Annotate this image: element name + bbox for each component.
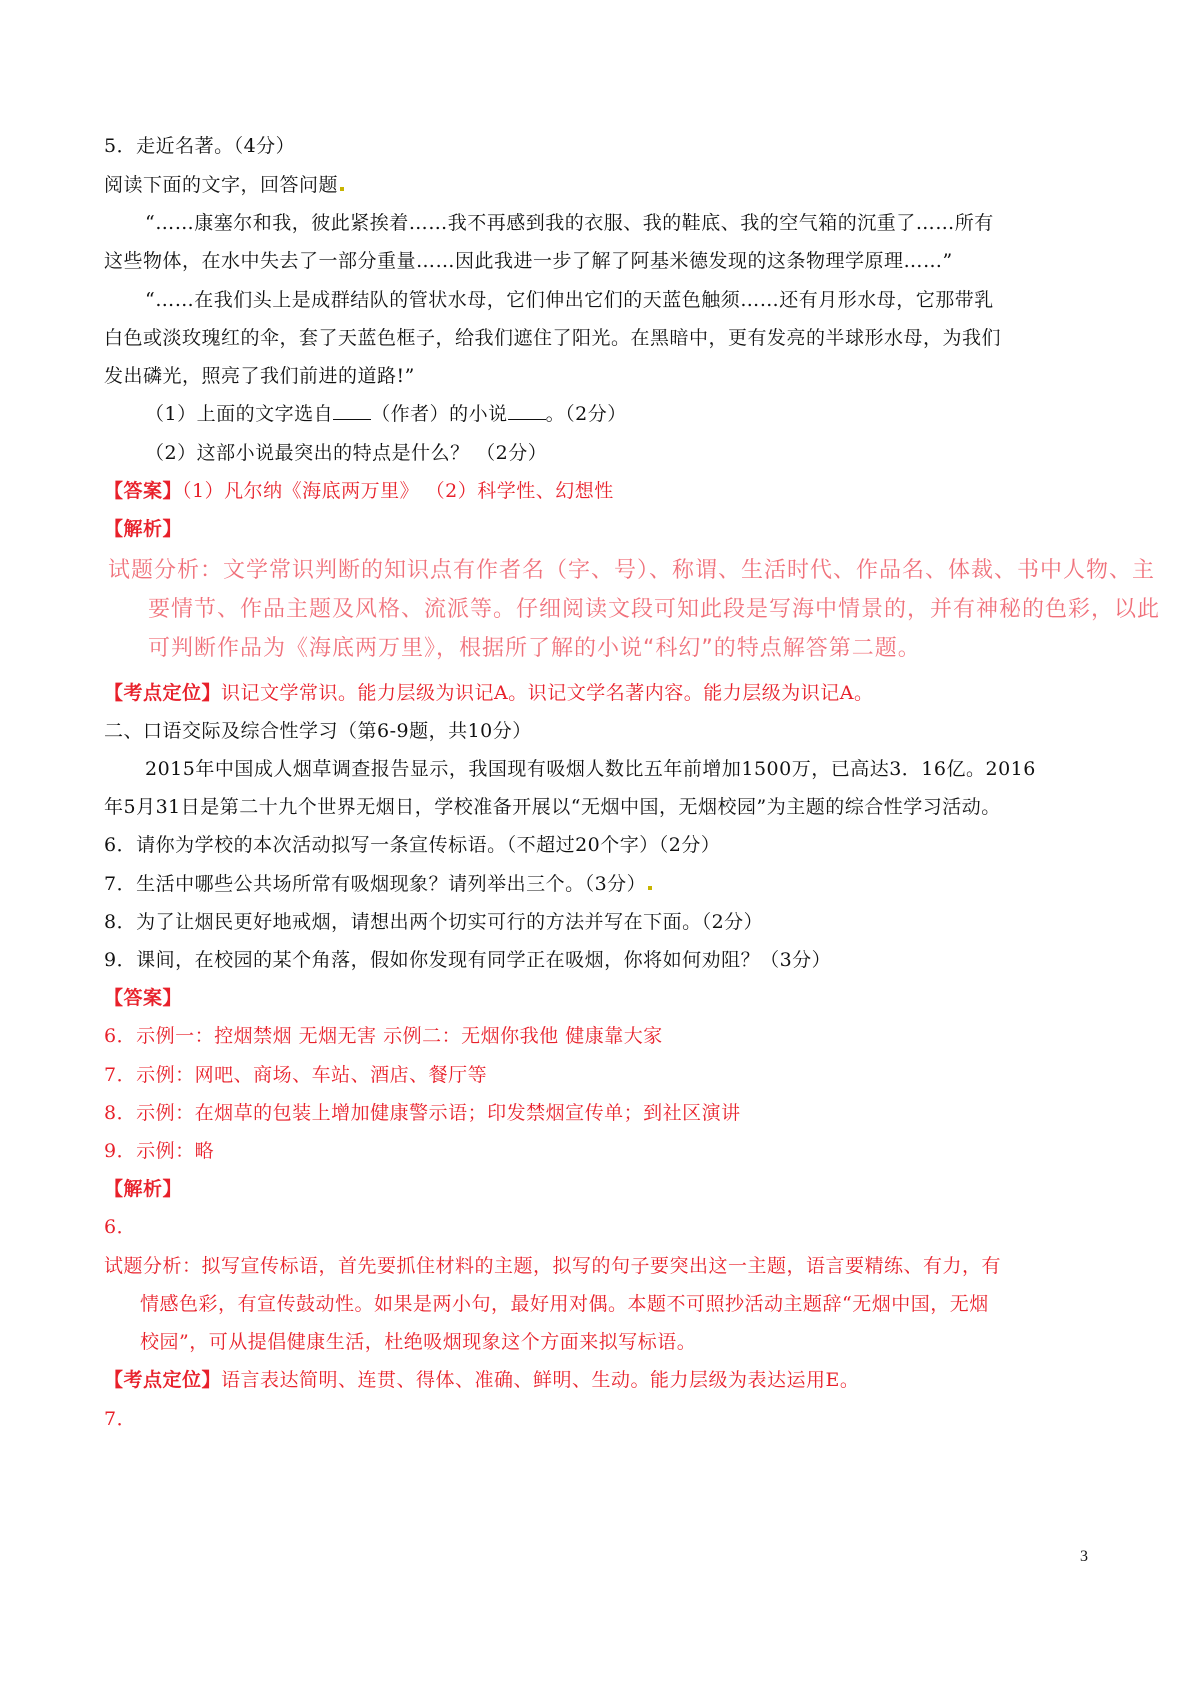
answer-9: 9．示例：略 [104,1140,215,1162]
passage1-line1: “……康塞尔和我，彼此紧挨着……我不再感到我的衣服、我的鞋底、我的空气箱的沉重了……所有 [145,212,994,234]
kaodian-label: 【考点定位】 [104,682,222,704]
passage2-line2: 白色或淡玫瑰红的伞，套了天蓝色框子，给我们遮住了阳光。在黑暗中，更有发亮的半球形水母，为我们 [104,327,1002,349]
passage1-line2: 这些物体，在水中失去了一部分重量……因此我进一步了解了阿基米德发现的这条物理学原理……” [104,250,953,272]
q5-answer: 【答案】（1）凡尔纳《海底两万里》 （2）科学性、幻想性 [104,480,614,502]
q5-analysis-line3: 可判断作品为《海底两万里》，根据所了解的小说“科幻”的特点解答第二题。 [148,636,921,661]
q5-kaodian: 【考点定位】识记文学常识。能力层级为识记A。识记文学名著内容。能力层级为识记A。 [104,682,874,704]
answer-6: 6．示例一：控烟禁烟 无烟无害 示例二：无烟你我他 健康靠大家 [104,1025,663,1047]
q6: 6．请你为学校的本次活动拟写一条宣传标语。（不超过20个字）（2分） [104,834,721,856]
q5-analysis-line1: 试题分析：文学常识判断的知识点有作者名（字、号）、称谓、生活时代、作品名、体裁、书中人物、主 [108,558,1156,583]
section2-title: 二、口语交际及综合性学习（第6-9题，共10分） [104,720,532,742]
answer-7: 7．示例：网吧、商场、车站、酒店、餐厅等 [104,1064,488,1086]
analysis6-line2: 情感色彩，有宣传鼓动性。如果是两小句，最好用对偶。本题不可照抄活动主题辞“无烟中国，无烟 [140,1293,989,1315]
section2-intro-line1: 2015年中国成人烟草调查报告显示，我国现有吸烟人数比五年前增加1500万，已高达3．16亿。2016 [145,758,1036,780]
section2-answer-label: 【答案】 [104,987,183,1009]
analysis6-line3: 校园”，可从提倡健康生活，杜绝吸烟现象这个方面来拟写标语。 [140,1331,697,1353]
dot-mark [648,886,652,890]
q5-title: 5．走近名著。（4分） [104,135,296,157]
passage2-line3: 发出磷光，照亮了我们前进的道路!” [104,365,415,387]
q9: 9．课间，在校园的某个角落，假如你发现有同学正在吸烟，你将如何劝阻？（3分） [104,949,832,971]
dot-mark [340,187,344,191]
analysis-number-7: 7． [104,1408,137,1430]
answer-8: 8．示例：在烟草的包装上增加健康警示语；印发禁烟宣传单；到社区演讲 [104,1102,741,1124]
section2-intro-line2: 年5月31日是第二十九个世界无烟日，学校准备开展以“无烟中国，无烟校园”为主题的综合性学习活动。 [104,796,1001,818]
q5-sub2: （2）这部小说最突出的特点是什么？ （2分） [145,442,548,464]
q5-instruction: 阅读下面的文字，回答问题 [104,172,344,198]
q8: 8．为了让烟民更好地戒烟，请想出两个切实可行的方法并写在下面。（2分） [104,911,764,933]
analysis-number-6: 6． [104,1216,137,1238]
page-number: 3 [1080,1548,1088,1565]
analysis6-line1: 试题分析：拟写宣传标语，首先要抓住材料的主题，拟写的句子要突出这一主题，语言要精练、有力，有 [104,1255,1002,1277]
blank-novel [508,401,546,420]
q5-sub1: （1）上面的文字选自 （作者）的小说 。（2分） [145,403,627,425]
q7: 7．生活中哪些公共场所常有吸烟现象？请列举出三个。（3分） [104,871,652,897]
q5-analysis-line2: 要情节、作品主题及风格、流派等。仔细阅读文段可知此段是写海中情景的，并有神秘的色彩，以此 [148,597,1161,622]
blank-author [333,401,371,420]
section2-kaodian: 【考点定位】语言表达简明、连贯、得体、准确、鲜明、生动。能力层级为表达运用E。 [104,1369,860,1391]
passage2-line1: “……在我们头上是成群结队的管状水母，它们伸出它们的天蓝色触须……还有月形水母，它那带乳 [145,289,994,311]
section2-analysis-label: 【解析】 [104,1178,183,1200]
q5-analysis-label: 【解析】 [104,518,183,540]
answer-label: 【答案】 [104,480,183,502]
kaodian-label: 【考点定位】 [104,1369,222,1391]
